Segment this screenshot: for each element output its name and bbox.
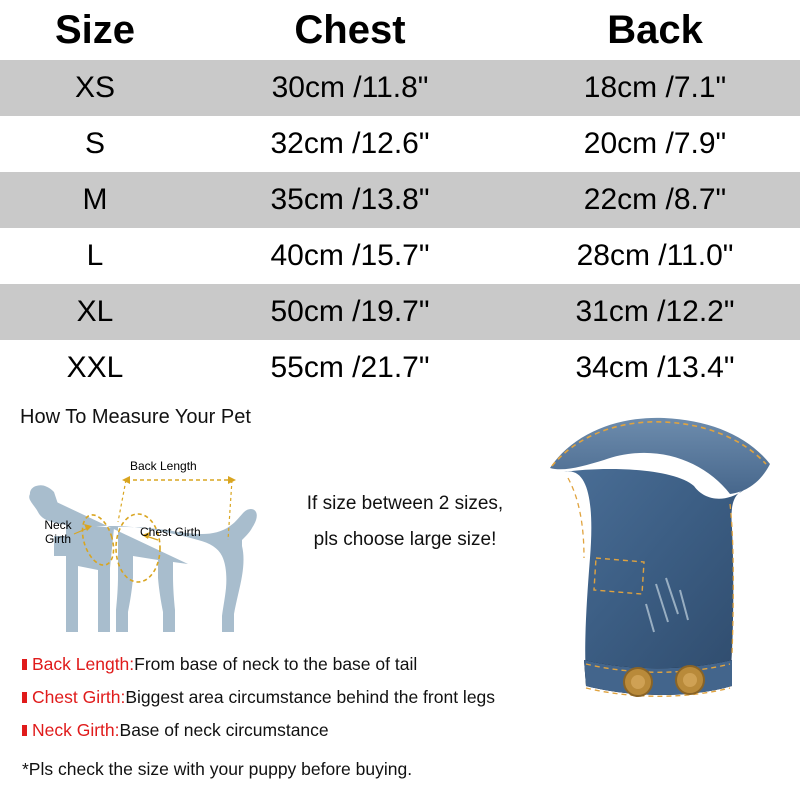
measurement-notes bbox=[22, 648, 782, 786]
table-row bbox=[0, 228, 800, 284]
diagram-label-back-length: Back Length bbox=[130, 459, 197, 473]
cell-size: M bbox=[0, 172, 190, 228]
note-text: From base of neck to the base of tail bbox=[134, 654, 418, 674]
table-row bbox=[0, 284, 800, 340]
cell-size: L bbox=[0, 228, 190, 284]
size-advice-line-2: pls choose large size! bbox=[313, 529, 497, 551]
column-header-size: Size bbox=[0, 0, 190, 60]
cell-chest: 32cm /12.6" bbox=[190, 116, 510, 172]
cell-chest: 55cm /21.7" bbox=[190, 340, 510, 396]
cell-back: 34cm /13.4" bbox=[510, 340, 800, 396]
size-chart-table bbox=[0, 0, 800, 396]
note-term: Back Length: bbox=[32, 654, 135, 674]
diagram-label-chest-girth: Chest Girth bbox=[140, 525, 201, 539]
cell-size: XS bbox=[0, 60, 190, 116]
note-text: Base of neck circumstance bbox=[119, 720, 329, 740]
diagram-label-neck-girth-line1: Neck bbox=[44, 518, 72, 532]
measure-title: How To Measure Your Pet bbox=[20, 406, 251, 428]
bullet-icon bbox=[22, 659, 27, 670]
dog-measurement-diagram bbox=[18, 436, 278, 646]
cell-back: 22cm /8.7" bbox=[510, 172, 800, 228]
cell-chest: 40cm /15.7" bbox=[190, 228, 510, 284]
table-row bbox=[0, 116, 800, 172]
table-header-row bbox=[0, 0, 800, 60]
cell-back: 31cm /12.2" bbox=[510, 284, 800, 340]
bullet-icon bbox=[22, 692, 27, 703]
note-term: Chest Girth: bbox=[32, 687, 126, 707]
cell-back: 20cm /7.9" bbox=[510, 116, 800, 172]
cell-chest: 35cm /13.8" bbox=[190, 172, 510, 228]
bullet-icon bbox=[22, 725, 27, 736]
diagram-label-neck-girth bbox=[36, 519, 80, 547]
cell-back: 28cm /11.0" bbox=[510, 228, 800, 284]
cell-size: XXL bbox=[0, 340, 190, 396]
cell-size: XL bbox=[0, 284, 190, 340]
column-header-back: Back bbox=[510, 0, 800, 60]
footer-note: *Pls check the size with your puppy before buying. bbox=[22, 759, 413, 779]
table-row bbox=[0, 60, 800, 116]
note-text: Biggest area circumstance behind the front legs bbox=[125, 687, 496, 707]
note-term: Neck Girth: bbox=[32, 720, 120, 740]
cell-chest: 50cm /19.7" bbox=[190, 284, 510, 340]
size-advice-note bbox=[290, 486, 520, 558]
cell-back: 18cm /7.1" bbox=[510, 60, 800, 116]
note-neck-girth bbox=[22, 714, 782, 747]
cell-chest: 30cm /11.8" bbox=[190, 60, 510, 116]
size-advice-line-1: If size between 2 sizes, bbox=[306, 493, 504, 514]
diagram-label-neck-girth-line2: Girth bbox=[44, 531, 71, 546]
column-header-chest: Chest bbox=[190, 0, 510, 60]
note-chest-girth bbox=[22, 681, 782, 714]
note-back-length bbox=[22, 648, 782, 681]
cell-size: S bbox=[0, 116, 190, 172]
table-row bbox=[0, 340, 800, 396]
table-row bbox=[0, 172, 800, 228]
